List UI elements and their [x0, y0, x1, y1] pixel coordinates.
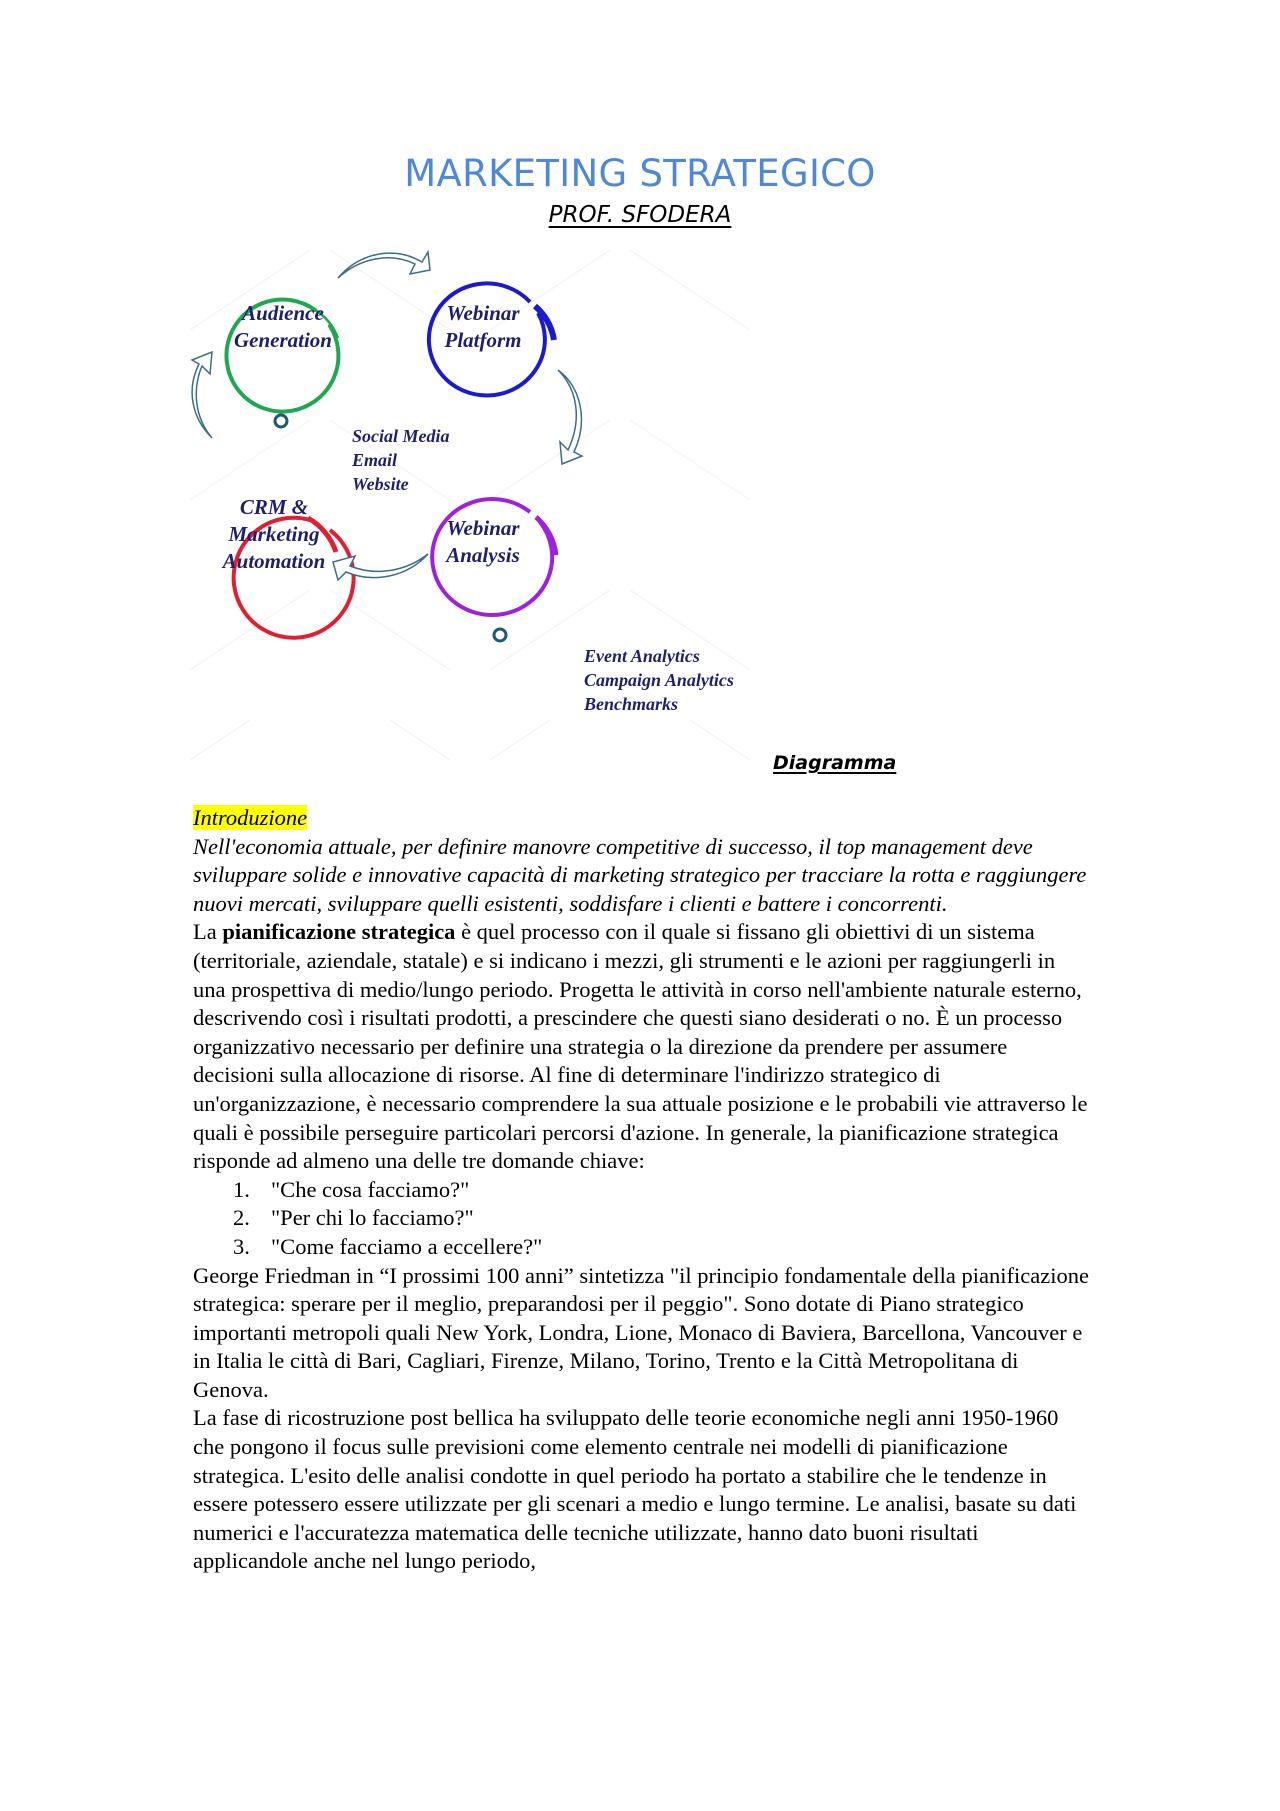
arrow-right-icon [338, 252, 430, 278]
paragraph-ricostruzione: La fase di ricostruzione post bellica ha sviluppato delle teorie economiche negli anni 1950-1960 che pongono il focus sulle previsioni come elemento centrale nei modelli di pianificazione strategica. L'esito delle analisi condotte in quel periodo ha portato a stabilire che le tendenze in essere potessero essere utilizzate per gli scenari a medio e lungo termine. Le analisi, basate su dati numerici e l'accuratezza matematica delle tecniche utilizzate, hanno dato buoni risultati applicandole anche nel lungo periodo, [193, 1405, 1077, 1574]
webinar-cycle-diagram [190, 250, 770, 770]
arrow-up-icon [192, 352, 212, 438]
professor-name: PROF. SFODERA [548, 202, 732, 228]
audience-channels-list: Social Media Email Website [352, 426, 450, 494]
list-item: 1. "Che cosa facciamo?" [233, 1176, 470, 1202]
term-pianificazione-strategica: pianificazione strategica [222, 919, 456, 945]
intro-paragraph: Nell'economia attuale, per definire manovre competitive di successo, il top management deve sviluppare solide e innovative capacità di marketing strategico per tracciare la rotta e raggiungere nuovi mercati, sviluppare quelli esistenti, soddisfare i clienti e battere i concorrenti. [193, 833, 1087, 916]
node-webinar-platform: Webinar Platform [444, 301, 522, 352]
key-questions-list [193, 1176, 1093, 1262]
arrow-down-icon [558, 370, 582, 464]
analysis-outputs-list: Event Analytics Campaign Analytics Benchmarks [584, 646, 734, 714]
document-body [193, 804, 1093, 1576]
node-webinar-analysis: Webinar Analysis [446, 516, 520, 567]
document-subtitle [0, 200, 1280, 230]
node-crm-marketing-automation: CRM & Marketing Automation [222, 495, 326, 573]
paragraph-friedman: George Friedman in “I prossimi 100 anni” sintetizza "il principio fondamentale della pianificazione strategica: sperare per il meglio, preparandosi per il peggio". Sono dotate di Piano strategico importanti metropoli quali New York, Londra, Lione, Monaco di Baviera, Barcellona, Vancouver e in Italia le città di Bari, Cagliari, Firenze, Milano, Torino, Trento e la Città Metropolitana di Genova. [193, 1262, 1089, 1402]
list-item: 2. "Per chi lo facciamo?" [233, 1205, 474, 1231]
document-title: MARKETING STRATEGICO [404, 152, 876, 195]
node-audience-generation: Audience Generation [233, 301, 332, 352]
diagram-caption: Diagramma [773, 752, 897, 774]
paragraph-pianificazione: La pianificazione strategica è quel processo con il quale si fissano gli obiettivi di un sistema (territoriale, aziendale, statale) e si indicano i mezzi, gli strumenti e le azioni per raggiungerli in una prospettiva di medio/lungo periodo. Progetta le attività in corso nell'ambiente naturale esterno, descrivendo così i risultati prodotti, a prescindere che questi siano desiderati o no. È un processo organizzativo necessario per definire una strategia o la direzione da prendere per assumere decisioni sulla allocazione di risorse. Al fine di determinare l'indirizzo strategico di un'organizzazione, è necessario comprendere la sua attuale posizione e le probabili vie attraverso le quali è possibile perseguire particolari percorsi d'azione. In generale, la pianificazione strategica risponde ad almeno una delle tre domande chiave: [193, 919, 1088, 1174]
list-item: 3. "Come facciamo a eccellere?" [233, 1233, 543, 1259]
intro-heading: Introduzione [193, 805, 308, 830]
